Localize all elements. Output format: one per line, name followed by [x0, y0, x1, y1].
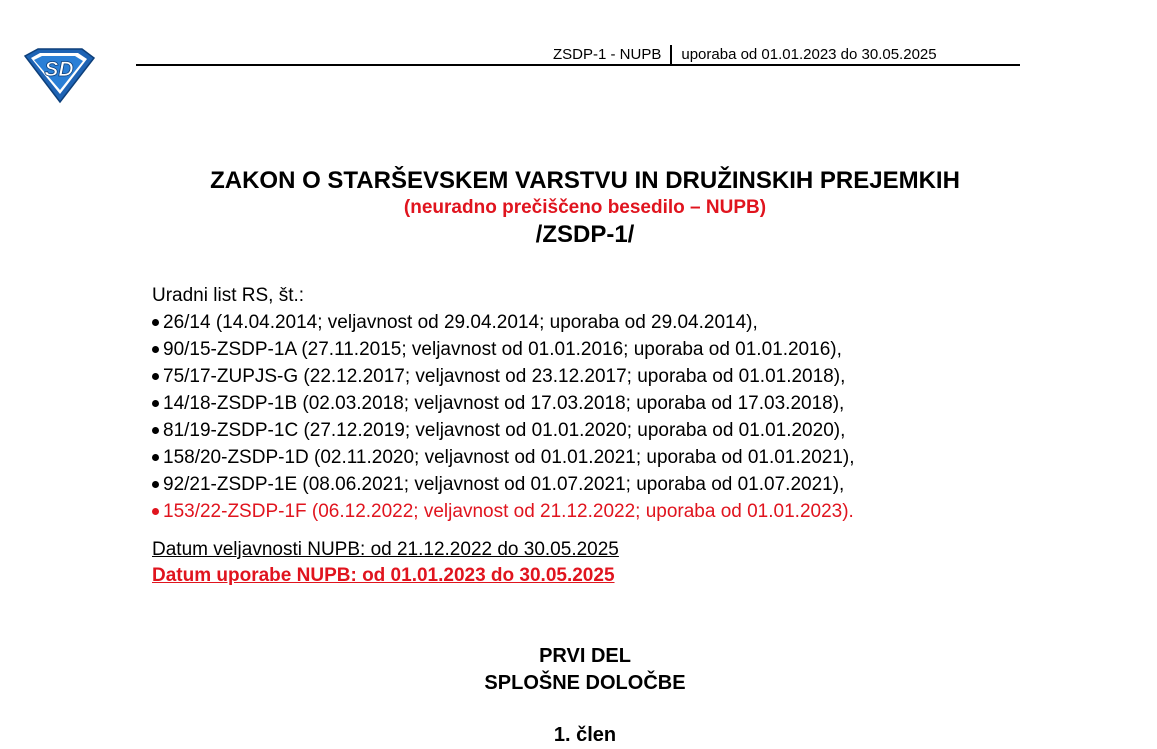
- gazette-entry-latest: [152, 498, 855, 525]
- gazette-entry: [152, 363, 855, 390]
- bullet-icon: [152, 400, 159, 407]
- bullet-icon: [152, 481, 159, 488]
- gazette-entry: [152, 390, 855, 417]
- bullet-icon: [152, 454, 159, 461]
- gazette-entry: [152, 471, 855, 498]
- gazette-list: [152, 309, 855, 525]
- gazette-entry-text: 75/17-ZUPJS-G (22.12.2017; veljavnost od 23.12.2017; uporaba od 01.01.2018),: [163, 366, 846, 387]
- gazette-entry-text: 92/21-ZSDP-1E (08.06.2021; veljavnost od 01.07.2021; uporaba od 01.07.2021),: [163, 474, 845, 495]
- gazette-entry: [152, 444, 855, 471]
- gazette-entry: [152, 309, 855, 336]
- header-usage-range: uporaba od 01.01.2023 do 30.05.2025: [681, 46, 937, 63]
- header-separator: [670, 45, 672, 65]
- gazette-entry: [152, 336, 855, 363]
- gazette-entry-text: 90/15-ZSDP-1A (27.11.2015; veljavnost od 01.01.2016; uporaba od 01.01.2016),: [163, 339, 842, 360]
- svg-text:SD: SD: [44, 58, 74, 81]
- bullet-icon: [152, 373, 159, 380]
- gazette-label: Uradni list RS, št.:: [152, 285, 305, 306]
- bullet-icon: [152, 427, 159, 434]
- validity-date: Datum veljavnosti NUPB: od 21.12.2022 do 30.05.2025: [152, 539, 619, 560]
- part-heading: [0, 643, 1157, 697]
- usage-date: Datum uporabe NUPB: od 01.01.2023 do 30.05.2025: [152, 565, 615, 586]
- part-number: PRVI DEL: [539, 645, 631, 667]
- bullet-icon: [152, 346, 159, 353]
- law-subtitle: (neuradno prečiščeno besedilo – NUPB): [403, 197, 767, 218]
- gazette-entry-text: 14/18-ZSDP-1B (02.03.2018; veljavnost od 17.03.2018; uporaba od 17.03.2018),: [163, 393, 845, 414]
- part-name: SPLOŠNE DOLOČBE: [484, 672, 686, 694]
- law-title: ZAKON O STARŠEVSKEM VARSTVU IN DRUŽINSKIH PREJEMKIH: [210, 167, 960, 194]
- gazette-entry-text: 158/20-ZSDP-1D (02.11.2020; veljavnost od 01.01.2021; uporaba od 01.01.2021),: [163, 447, 855, 468]
- gazette-entry-text: 81/19-ZSDP-1C (27.12.2019; veljavnost od 01.01.2020; uporaba od 01.01.2020),: [163, 420, 846, 441]
- bullet-icon: [152, 508, 159, 515]
- header-rule: [136, 64, 1020, 66]
- article-heading: 1. člen: [553, 724, 617, 746]
- sd-logo-icon: [22, 46, 96, 104]
- gazette-references: [152, 282, 855, 525]
- header-doc-code: ZSDP-1 - NUPB: [553, 46, 662, 63]
- title-block: [0, 166, 1157, 250]
- validity-dates: [152, 537, 619, 589]
- law-abbreviation: /ZSDP-1/: [535, 221, 635, 248]
- gazette-entry-text: 26/14 (14.04.2014; veljavnost od 29.04.2014; uporaba od 29.04.2014),: [163, 312, 758, 333]
- running-header: [553, 45, 937, 65]
- bullet-icon: [152, 319, 159, 326]
- gazette-entry-text: 153/22-ZSDP-1F (06.12.2022; veljavnost od 21.12.2022; uporaba od 01.01.2023).: [163, 501, 854, 522]
- gazette-entry: [152, 417, 855, 444]
